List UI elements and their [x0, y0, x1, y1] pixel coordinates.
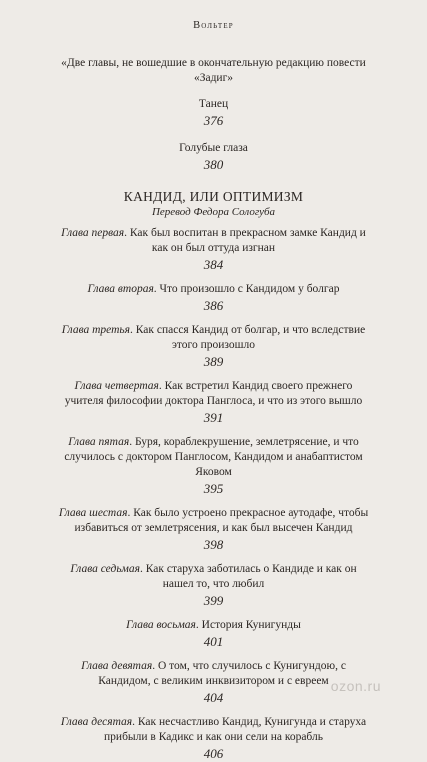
chapter-title	[58, 323, 369, 353]
toc-entry-title: Танец	[198, 98, 229, 110]
chapter-text: . Как старуха заботилась о Кандиде и как он нашел то, что любил	[140, 563, 357, 590]
chapter-page: 389	[203, 354, 224, 369]
chapter-label: Глава четвертая	[74, 380, 159, 392]
chapter-label: Глава первая	[61, 227, 125, 239]
toc-entry-title: «Две главы, не вошедшие в окончательную редакцию повести «Задиг»	[61, 57, 366, 84]
chapter-page: 401	[203, 634, 224, 649]
toc-chapter-4	[58, 379, 369, 426]
chapter-text: . История Кунигунды	[195, 619, 301, 631]
toc-entry-page: 376	[203, 113, 224, 128]
chapter-label: Глава пятая	[68, 436, 130, 448]
running-head: Вольтер	[193, 20, 234, 31]
toc-chapter-1	[58, 226, 369, 273]
section-title: КАНДИД, ИЛИ ОПТИМИЗМ	[123, 189, 304, 204]
chapter-label: Глава девятая	[81, 660, 153, 672]
chapter-title	[58, 562, 369, 592]
watermark-text: ozon.ru	[330, 678, 381, 694]
toc-chapter-6	[58, 506, 369, 553]
toc-entry-page: 380	[203, 157, 224, 172]
chapter-text: . Как было устроено прекрасное аутодафе, чтобы избавиться от землетрясения, и как был высечен Кандид	[74, 507, 369, 534]
chapter-page: 404	[203, 690, 224, 705]
chapter-label: Глава третья	[61, 324, 131, 336]
chapter-page: 406	[203, 746, 224, 761]
chapter-text: . Как несчастливо Кандид, Кунигунда и старуха прибыли в Кадикс и как они сели на корабль	[104, 716, 367, 743]
chapter-page: 386	[203, 298, 224, 313]
chapter-title	[58, 659, 369, 689]
toc-chapter-9	[58, 659, 369, 706]
toc-chapter-10	[58, 715, 369, 762]
chapter-page: 391	[203, 410, 224, 425]
section-heading	[58, 189, 369, 219]
chapter-title	[58, 435, 369, 480]
chapter-label: Глава десятая	[60, 716, 133, 728]
chapter-title	[58, 282, 369, 297]
chapter-page: 395	[203, 481, 224, 496]
chapter-label: Глава шестая	[58, 507, 128, 519]
chapter-text: . Как встретил Кандид своего прежнего учителя философии доктора Панглоса, и что из этого вышло	[64, 380, 363, 407]
toc-entry-title: Голубые глаза	[179, 142, 248, 154]
chapter-text: . Как был воспитан в прекрасном замке Кандид и как он был оттуда изгнан	[124, 227, 366, 254]
chapter-title	[58, 506, 369, 536]
chapter-text: . Как спасся Кандид от болгар, и что вследствие этого произошло	[130, 324, 366, 351]
chapter-title	[58, 715, 369, 745]
section-subtitle: Перевод Федора Сологуба	[151, 206, 276, 218]
chapter-title	[58, 226, 369, 256]
chapter-text: . Что произошло с Кандидом у болгар	[153, 283, 340, 295]
chapter-page: 399	[203, 593, 224, 608]
toc-chapter-5	[58, 435, 369, 497]
chapter-page: 384	[203, 257, 224, 272]
chapter-title	[58, 618, 369, 633]
chapter-text: . О том, что случилось с Кунигундою, с Кандидом, с великим инквизитором и с евреем	[98, 660, 346, 687]
chapter-page: 398	[203, 537, 224, 552]
chapter-label: Глава вторая	[87, 283, 154, 295]
toc-entry-zadig-intro	[58, 56, 369, 86]
toc-entry-blue-eyes	[58, 141, 369, 173]
toc-entry-dance	[58, 97, 369, 129]
chapter-label: Глава седьмая	[70, 563, 140, 575]
toc-chapter-3	[58, 323, 369, 370]
toc-chapter-8	[58, 618, 369, 650]
toc-chapter-7	[58, 562, 369, 609]
chapter-title	[58, 379, 369, 409]
chapter-text: . Буря, кораблекрушение, землетрясение, и что случилось с доктором Панглосом, Кандидом и анабаптистом Яковом	[64, 436, 363, 478]
chapter-label: Глава восьмая	[126, 619, 196, 631]
toc-chapter-2	[58, 282, 369, 314]
